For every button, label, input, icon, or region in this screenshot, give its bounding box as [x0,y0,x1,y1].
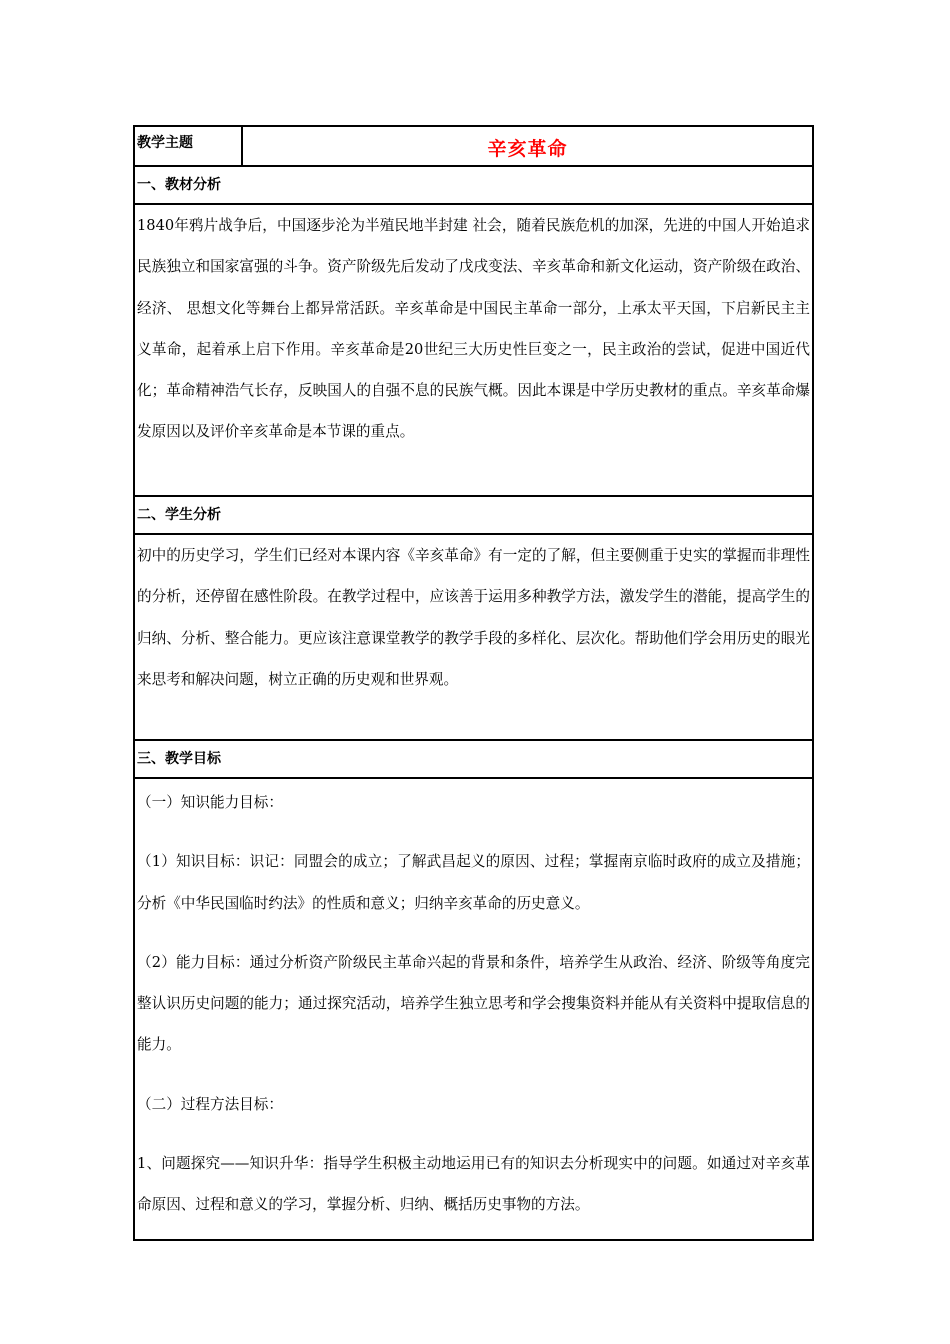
material-analysis-text: 1840年鸦片战争后，中国逐步沦为半殖民地半封建 社会，随着民族危机的加深，先进的中国人开始追求民族独立和国家富强的斗争。资产阶级先后发动了戊戌变法、辛亥革命和新文化运动，资产阶级在政治、经济、 思想文化等舞台上都异常活跃。辛亥革命是中国民主革命一部分，上承太平天国，下启新民主主义革命，起着承上启下作用。辛亥革命是20世纪三大历史性巨变之一，民主政治的尝试，促进中国近代化；革命精神浩气长存，反映国人的自强不息的民族气概。因此本课是中学历史教材的重点。辛亥革命爆发原因以及评价辛亥革命是本节课的重点。 [137,217,810,441]
teaching-goals-heading: 三、教学目标 [135,741,812,779]
goal-ability-target: （2）能力目标：通过分析资产阶级民主革命兴起的背景和条件，培养学生从政治、经济、阶级等角度完整认识历史问题的能力；通过探究活动，培养学生独立思考和学会搜集资料并能从有关资料中提取信息的能力。 [137,953,810,1054]
material-analysis-heading: 一、教材分析 [135,167,812,205]
goal-knowledge-target: （1）知识目标：识记：同盟会的成立；了解武昌起义的原因、过程；掌握南京临时政府的成立及措施；分析《中华民国临时约法》的性质和意义；归纳辛亥革命的历史意义。 [137,853,810,912]
student-analysis-body [135,535,812,741]
goal-process-heading: （二）过程方法目标： [137,1095,283,1113]
student-analysis-heading: 二、学生分析 [135,497,812,535]
student-analysis-text: 初中的历史学习，学生们已经对本课内容《辛亥革命》有一定的了解，但主要侧重于史实的掌握而非理性的分析，还停留在感性阶段。在教学过程中，应该善于运用多种教学方法，激发学生的潜能，提高学生的归纳、分析、整合能力。更应该注意课堂教学的教学手段的多样化、层次化。帮助他们学会用历史的眼光来思考和解决问题，树立正确的历史观和世界观。 [137,547,810,688]
teaching-goals-body [135,779,812,1239]
material-analysis-body [135,205,812,497]
topic-title: 辛亥革命 [487,138,568,160]
topic-row [135,127,812,167]
goal-inquiry-item: 1、问题探究——知识升华：指导学生积极主动地运用已有的知识去分析现实中的问题。如通过对辛亥革命原因、过程和意义的学习，掌握分析、归纳、概括历史事物的方法。 [137,1155,810,1214]
goal-knowledge-heading: （一）知识能力目标： [137,794,283,811]
lesson-plan-table [133,125,814,1241]
topic-label: 教学主题 [135,127,243,165]
